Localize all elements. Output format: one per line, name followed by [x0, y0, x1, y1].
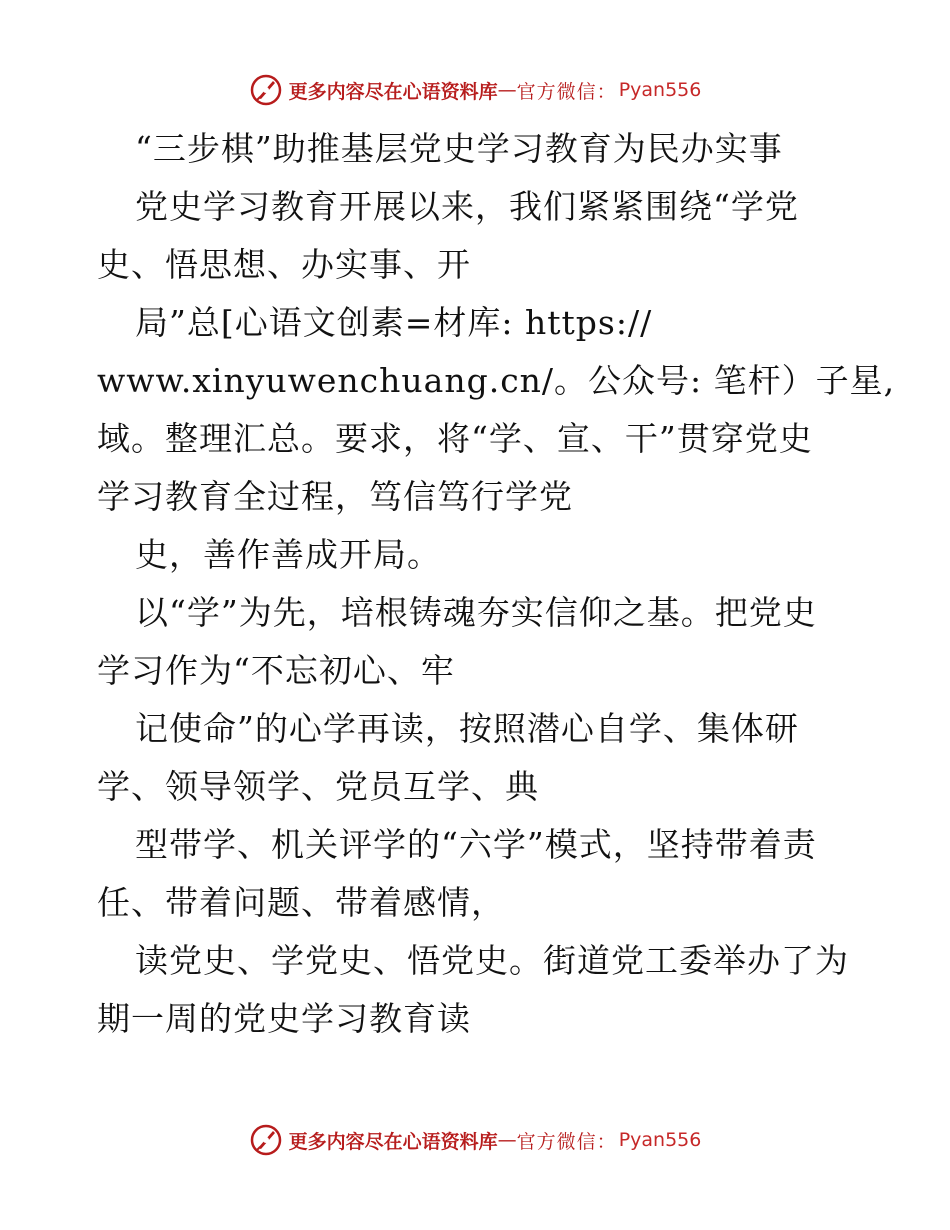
paragraph-line: 史，善作善成开局。	[135, 535, 441, 574]
banner-wechat-label: 官方微信：	[516, 80, 617, 103]
paragraph-line: www.xinyuwenchuang.cn/。公众号: 笔杆）子星,	[97, 361, 896, 400]
paragraph-line: 域。整理汇总。要求，将“学、宣、干”贯穿党史	[97, 419, 813, 458]
paragraph-line: 读党史、学党史、悟党史。街道党工委举办了为	[135, 941, 849, 980]
paragraph-line: 史、悟思想、办实事、开	[97, 245, 471, 284]
paragraph-line: 以“学”为先，培根铸魂夯实信仰之基。把党史	[135, 593, 817, 632]
header-watermark-banner	[0, 70, 950, 110]
banner-dash: —	[497, 79, 517, 101]
paragraph-line: 记使命”的心学再读，按照潜心自学、集体研	[135, 709, 799, 748]
banner-brand-text: 更多内容尽在心语资料库	[288, 80, 498, 103]
banner-brand-text: 更多内容尽在心语资料库	[288, 1130, 498, 1153]
quill-pen-logo-icon	[249, 1123, 283, 1157]
banner-wechat-id: Pyan556	[618, 1129, 702, 1151]
paragraph-line: 任、带着问题、带着感情，	[97, 883, 505, 922]
quill-pen-logo-icon	[249, 73, 283, 107]
banner-wechat-label: 官方微信：	[516, 1130, 617, 1153]
footer-watermark-banner	[0, 1120, 950, 1160]
paragraph-line: 学习教育全过程，笃信笃行学党	[97, 477, 573, 516]
paragraph-line: 型带学、机关评学的“六学”模式，坚持带着责	[135, 825, 817, 864]
banner-wechat-id: Pyan556	[618, 79, 702, 101]
document-title: “三步棋”助推基层党史学习教育为民办实事	[135, 129, 783, 168]
paragraph-line: 局”总[心语文创素=材库: https://	[135, 303, 653, 342]
paragraph-line: 学、领导领学、党员互学、典	[97, 767, 539, 806]
document-body	[97, 120, 896, 1048]
paragraph-line: 期一周的党史学习教育读	[97, 999, 471, 1038]
paragraph-line: 学习作为“不忘初心、牢	[97, 651, 455, 690]
paragraph-line: 党史学习教育开展以来，我们紧紧围绕“学党	[135, 187, 799, 226]
banner-dash: —	[497, 1129, 517, 1151]
